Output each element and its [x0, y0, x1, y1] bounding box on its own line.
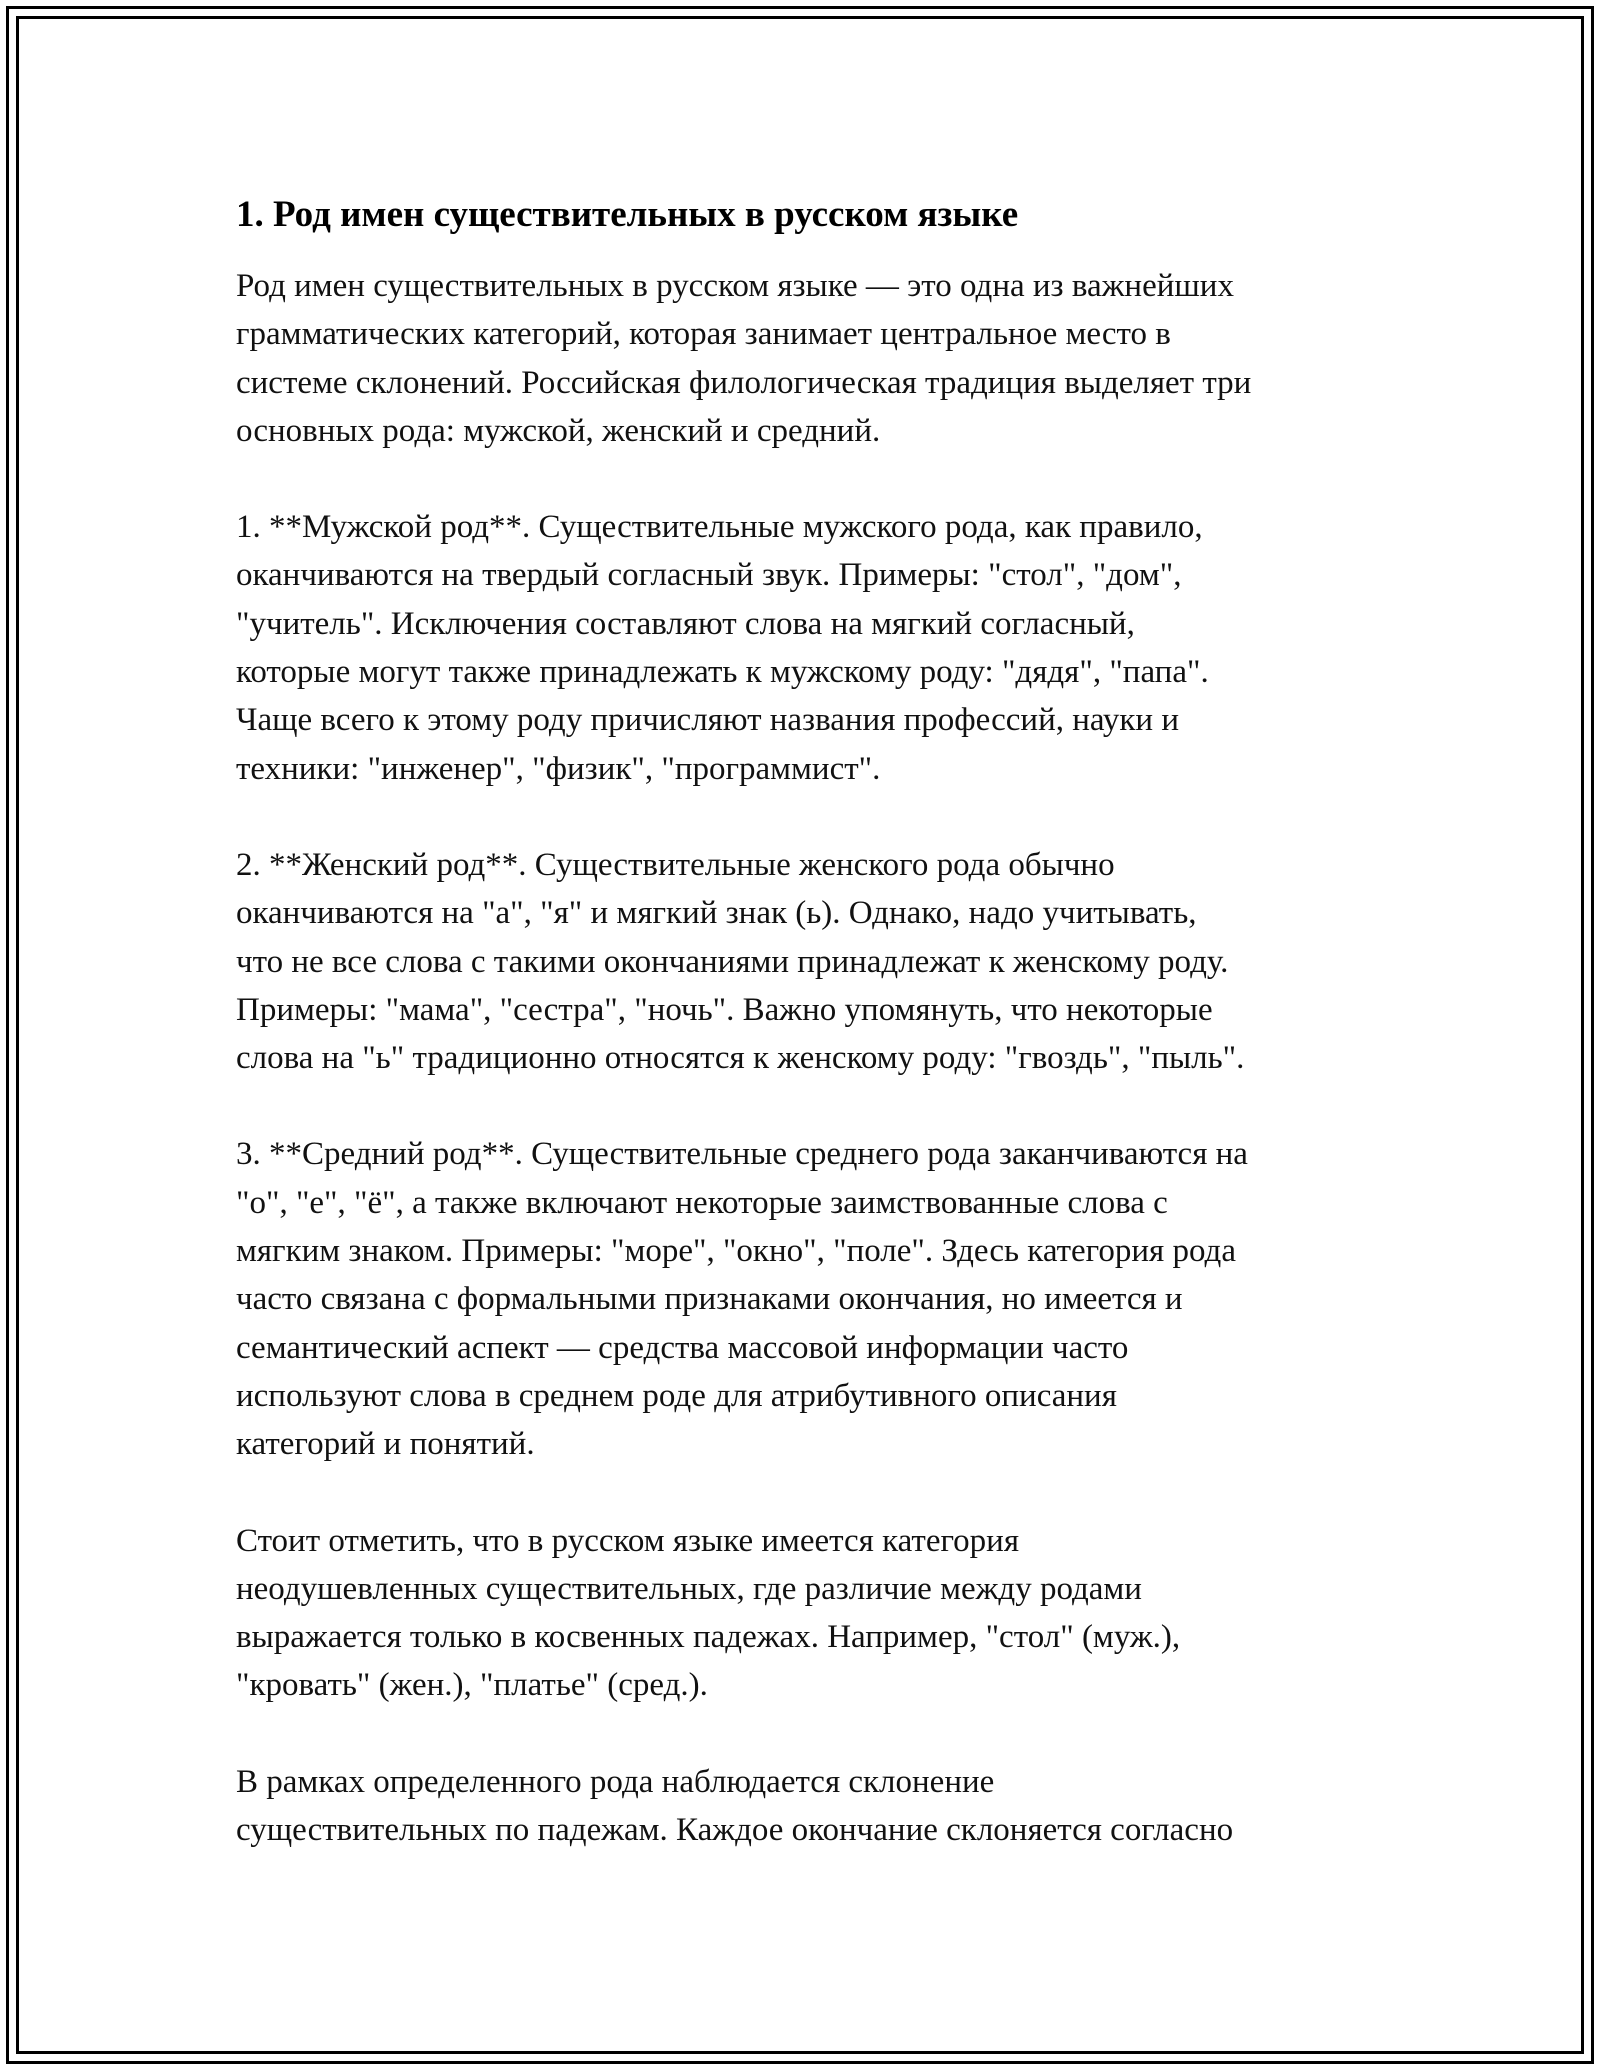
document-body [236, 188, 1386, 1902]
paragraph-declension: В рамках определенного рода наблюдается склонение существительных по падежам. Каждое окончание склоняется согласно [236, 1763, 1234, 1849]
paragraph-masculine: 1. **Мужской род**. Существительные мужского рода, как правило, оканчиваются на твердый согласный звук. Примеры: "стол", "дом", "учитель". Исключения составляют слова на мягкий согласный, которые могут также принадлежать к мужскому роду: "дядя", "папа". Чаще всего к этому роду причисляют названия профессий, науки и техники: "инженер", "физик", "программист". [236, 509, 1209, 787]
section-heading: 1. Род имен существительных в русском языке [236, 194, 1019, 235]
paragraph-feminine: 2. **Женский род**. Существительные женского рода обычно оканчиваются на "а", "я" и мягкий знак (ь). Однако, надо учитывать, что не все слова с такими окончаниями принадлежат к женскому роду. Примеры: "мама", "сестра", "ночь". Важно упомянуть, что некоторые слова на "ь" традиционно относятся к женскому роду: "гвоздь", "пыль". [236, 846, 1245, 1077]
paragraph-inanimate: Стоит отметить, что в русском языке имеется категория неодушевленных существительных, где различие между родами выражается только в косвенных падежах. Например, "стол" (муж.), "кровать" (жен.), "платье" (сред.). [236, 1522, 1181, 1704]
paragraph-neuter: 3. **Средний род**. Существительные среднего рода заканчиваются на "о", "е", "ё", а также включают некоторые заимствованные слова с мягким знаком. Примеры: "море", "окно", "поле". Здесь категория рода часто связана с формальными признаками окончания, но имеется и семантический аспект — средства массовой информации часто используют слова в среднем роде для атрибутивного описания категорий и понятий. [236, 1136, 1248, 1463]
paragraph-intro: Род имен существительных в русском языке — это одна из важнейших грамматических категорий, которая занимает центральное место в системе склонений. Российская филологическая традиция выделяет три основных рода: мужской, женский и средний. [236, 268, 1252, 449]
